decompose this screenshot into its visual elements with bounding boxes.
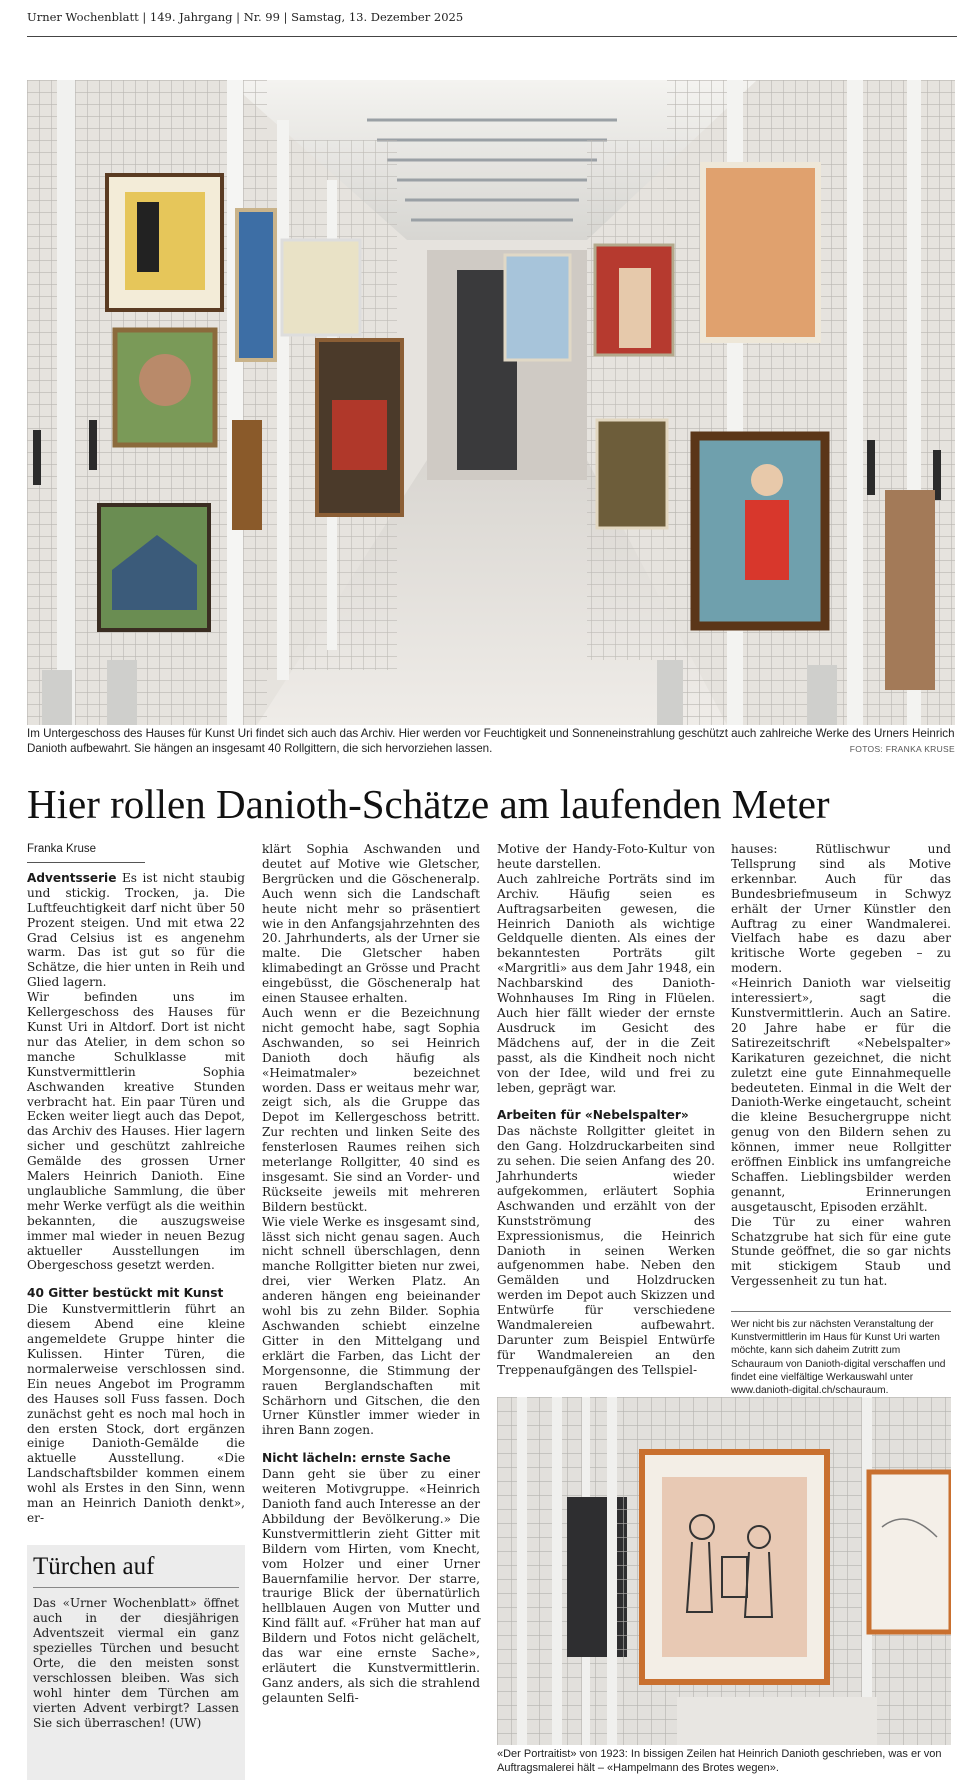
paragraph: Die Kunstvermittlerin führt an diesem Abend eine kleine angemeldete Gruppe hinter die Kulissen. Hinter Türen, die normalerweise verschlossen sind. Ein neues Angebot im Programm des Hauses soll Fuss fassen. Doch zunächst geht es noch mal hoch in den ersten Stock, dort ergänzen einige Danioth-Gemälde die aktuelle Ausstellung. «Die Landschaftsbilder kommen einem wohl als Erstes in den Sinn, wenn man an Heinrich Danioth denkt», er- xyxy=(27,1302,245,1525)
paragraph-text: Es ist nicht staubig und stickig. Trocken, ja. Die Luftfeuchtigkeit darf nicht über 50 Prozent steigen. Und mit etwa 22 Grad Celsius ist es angenehm warm. Das ist gut so für die Schätze, die hier unten in Reih und Glied lagern. xyxy=(27,870,245,990)
subheading: Nicht lächeln: ernste Sache xyxy=(262,1451,451,1466)
paragraph: Dann geht sie über zu einer weiteren Motivgruppe. «Heinrich Danioth fand auch Interesse an der Abbildung der Bevölkerung.» Die Kunstvermittlerin zieht Gitter mit Bildern vom Hirten, vom Knecht, vom Holzer und einer Urner Bauernfamilie hervor. Der starre, traurige Blick der übernatürlich hellblauen Augen von Mutter und Kind fällt auf. «Früher hat man auf Bildern und Fotos nicht gelächelt, das war eine ernste Sache», erläutert die Kunstvermittlerin. Ganz anders, als sich die strahlend gelaunten Selfi- xyxy=(262,1467,480,1705)
paragraph xyxy=(27,871,245,990)
paragraph: Wie viele Werke es insgesamt sind, lässt sich nicht genau sagen. Auch nicht schnell überschlagen, denn manche Rollgitter bieten nur zwei, drei, vier Werken Platz. An anderen hängen eng beieinander wohl bis zu zehn Bilder. Sophia Aschwanden schiebt einzelne Gitter in den Mittelgang und erklärt die Farben, das Licht der Morgensonne, die Stimmung der rauen Berglandschaften mit Schärhorn und Gitschen, die den Urner Künstler immer wieder in ihren Bann zogen. xyxy=(262,1214,480,1438)
subheading: Arbeiten für «Nebelspalter» xyxy=(497,1108,689,1123)
column-1 xyxy=(27,842,245,1526)
paragraph: Das nächste Rollgitter gleitet in den Gang. Holzdruckarbeiten sind zu sehen. Die seien Anfang des 20. Jahrhunderts wieder aufgekommen, erläutert Sophia Aschwanden und erzählt von der Kunstströmung des Expressionismus, die Heinrich Danioth in seinen Werken aufgenommen habe. Neben den Gemälden und Holzdrucken werden im Depot auch Skizzen und Entwürfe für verschiedene Wandmalereien aufbewahrt. Darunter zum Beispiel Entwürfe für Wandmalereien an den Treppenaufgängen des Tellspiel- xyxy=(497,1124,715,1377)
subheading: 40 Gitter bestückt mit Kunst xyxy=(27,1286,224,1301)
paragraph: hauses: Rütlischwur und Tellsprung sind als Motive erkennbar. Auch für das Bundesbriefmuseum in Schwyz erhält der Urner Künstler den Auftrag zu einer Wandmalerei. Vielfach habe es dazu aber kritische Worte gegeben – zu modern. xyxy=(731,842,951,976)
archive-photo xyxy=(27,80,955,725)
byline: Franka Kruse xyxy=(27,842,145,863)
column-4 xyxy=(731,842,951,1289)
paragraph: Motive der Handy-Foto-Kultur von heute darstellen. xyxy=(497,842,715,871)
paragraph: Auch wenn er die Bezeichnung nicht gemocht habe, sagt Sophia Aschwanden, so sei Heinrich Danioth doch häufig als «Heimatmaler» bezeichnet worden. Dass er weitaus mehr war, zeigt sich, als die Gruppe das Depot im Kellergeschoss betritt. Zur rechten und linken Seite des fensterlosen Raumes reihen sich meterlange Rollgitter, 40 sind es insgesamt. Sie sind an Vorder- und Rückseite jeweils mit mehreren Bildern bestückt. xyxy=(262,1005,480,1214)
headline: Hier rollen Danioth-Schätze am laufenden Meter xyxy=(27,781,830,827)
photo-credit: FOTOS: FRANKA KRUSE xyxy=(849,744,955,754)
paragraph: klärt Sophia Aschwanden und deutet auf Motive wie Gletscher, Bergrücken und die Göscheneralp. Auch wenn sich die Landschaft heute nicht mehr so präsentiert wie in den Anfangsjahrzehnten des 20. Jahrhunderts, als der Urner sie malte. Die Gletscher haben klimabedingt an Grösse und Pracht eingebüsst, die Göscheneralp hat einen Stausee erhalten. xyxy=(262,842,480,1006)
info-box: Wer nicht bis zur nächsten Veranstaltung der Kunstvermittlerin im Haus für Kunst Uri warten möchte, kann sich daheim Zutritt zum Schauraum von Danioth-digital verschaffen und findet eine vielfältige Werkauswahl unter www.danioth-digital.ch/schauraum. xyxy=(731,1311,951,1397)
photo-caption: Im Untergeschoss des Hauses für Kunst Uri findet sich auch das Archiv. Hier werden vor Feuchtigkeit und Sonneneinstrahlung geschützt auch zahlreiche Werke des Urners Heinrich Danioth aufbewahrt. Sie hängen an insgesamt 40 Rollgittern, die sich hervorziehen lassen. xyxy=(27,727,955,755)
kicker: Adventsserie xyxy=(27,870,117,885)
portraitist-photo xyxy=(497,1397,951,1745)
photo-bottom-caption: «Der Portraitist» von 1923: In bissigen Zeilen hat Heinrich Danioth geschrieben, was er von Auftragsmalerei hält – «Hampelmann des Brotes wegen». xyxy=(497,1748,942,1774)
column-2 xyxy=(262,842,480,1706)
paragraph: «Heinrich Danioth war vielseitig interessiert», sagt die Kunstvermittlerin. Auch an Satire. 20 Jahre habe er für die Satirezeitschrift «Nebelspalter» Karikaturen gezeichnet, die nicht zuletzt eine gute Einnahmequelle bedeuteten. Einmal in die Welt der Danioth-Werke eingetaucht, scheint die kleine Besuchergruppe nicht genug von den Bildern sehen zu können, immer neue Rollgitter eröffnen Einblick ins umfangreiche Schaffen. Lieblingsbilder werden genannt, Erinnerungen ausgetauscht, Episoden erzählt. xyxy=(731,976,951,1214)
paragraph: Wir befinden uns im Kellergeschoss des Hauses für Kunst Uri in Altdorf. Dort ist nicht nur das Atelier, in dem schon so manche Schulklasse mit Kunstvermittlerin Sophia Aschwanden kreative Stunden verbracht hat. Ein paar Türen und Ecken weiter liegt auch das Depot, das Archiv des Hauses. Hier lagern sicher und geschützt zahlreiche Gemälde des grossen Urner Malers Heinrich Danioth. Eine unglaubliche Sammlung, die über mehr Werke verfügt als die weithin bekannten, die auszugsweise immer mal wieder in neuen Bezug aktueller Ausstellungen im Obergeschoss gesetzt werden. xyxy=(27,990,245,1273)
series-box xyxy=(27,1545,245,1780)
series-box-text: Das «Urner Wochenblatt» öffnet auch in der diesjährigen Adventszeit viermal ein ganz spezielles Türchen und besucht Orte, die den meisten sonst verschlossen bleiben. Was sich wohl hinter dem Türchen am vierten Advent verbirgt? Lassen Sie sich überraschen! (UW) xyxy=(33,1596,239,1730)
series-box-title: Türchen auf xyxy=(33,1545,239,1588)
paragraph: Auch zahlreiche Porträts sind im Archiv. Häufig seien es Auftragsarbeiten gewesen, die Heinrich Danioth als wichtige Geldquelle dienten. Als eines der bekanntesten Porträts gilt «Margritli» aus dem Jahr 1948, ein Nachbarskind des Danioth-Wohnhauses Im Ring in Flüelen. Auch hier fällt wieder der ernste Ausdruck im Gesicht des Mädchens auf, der in die Zeit passt, als die Kindheit noch nicht von der Idee, wild und frei zu leben, geprägt war. xyxy=(497,871,715,1095)
column-3 xyxy=(497,842,715,1378)
masthead: Urner Wochenblatt | 149. Jahrgang | Nr. 99 | Samstag, 13. Dezember 2025 xyxy=(27,10,957,37)
paragraph: Die Tür zu einer wahren Schatzgrube hat sich für eine gute Stunde geöffnet, die so gar nichts mit stickigem Staub und Vergessenheit zu tun hat. xyxy=(731,1214,951,1289)
